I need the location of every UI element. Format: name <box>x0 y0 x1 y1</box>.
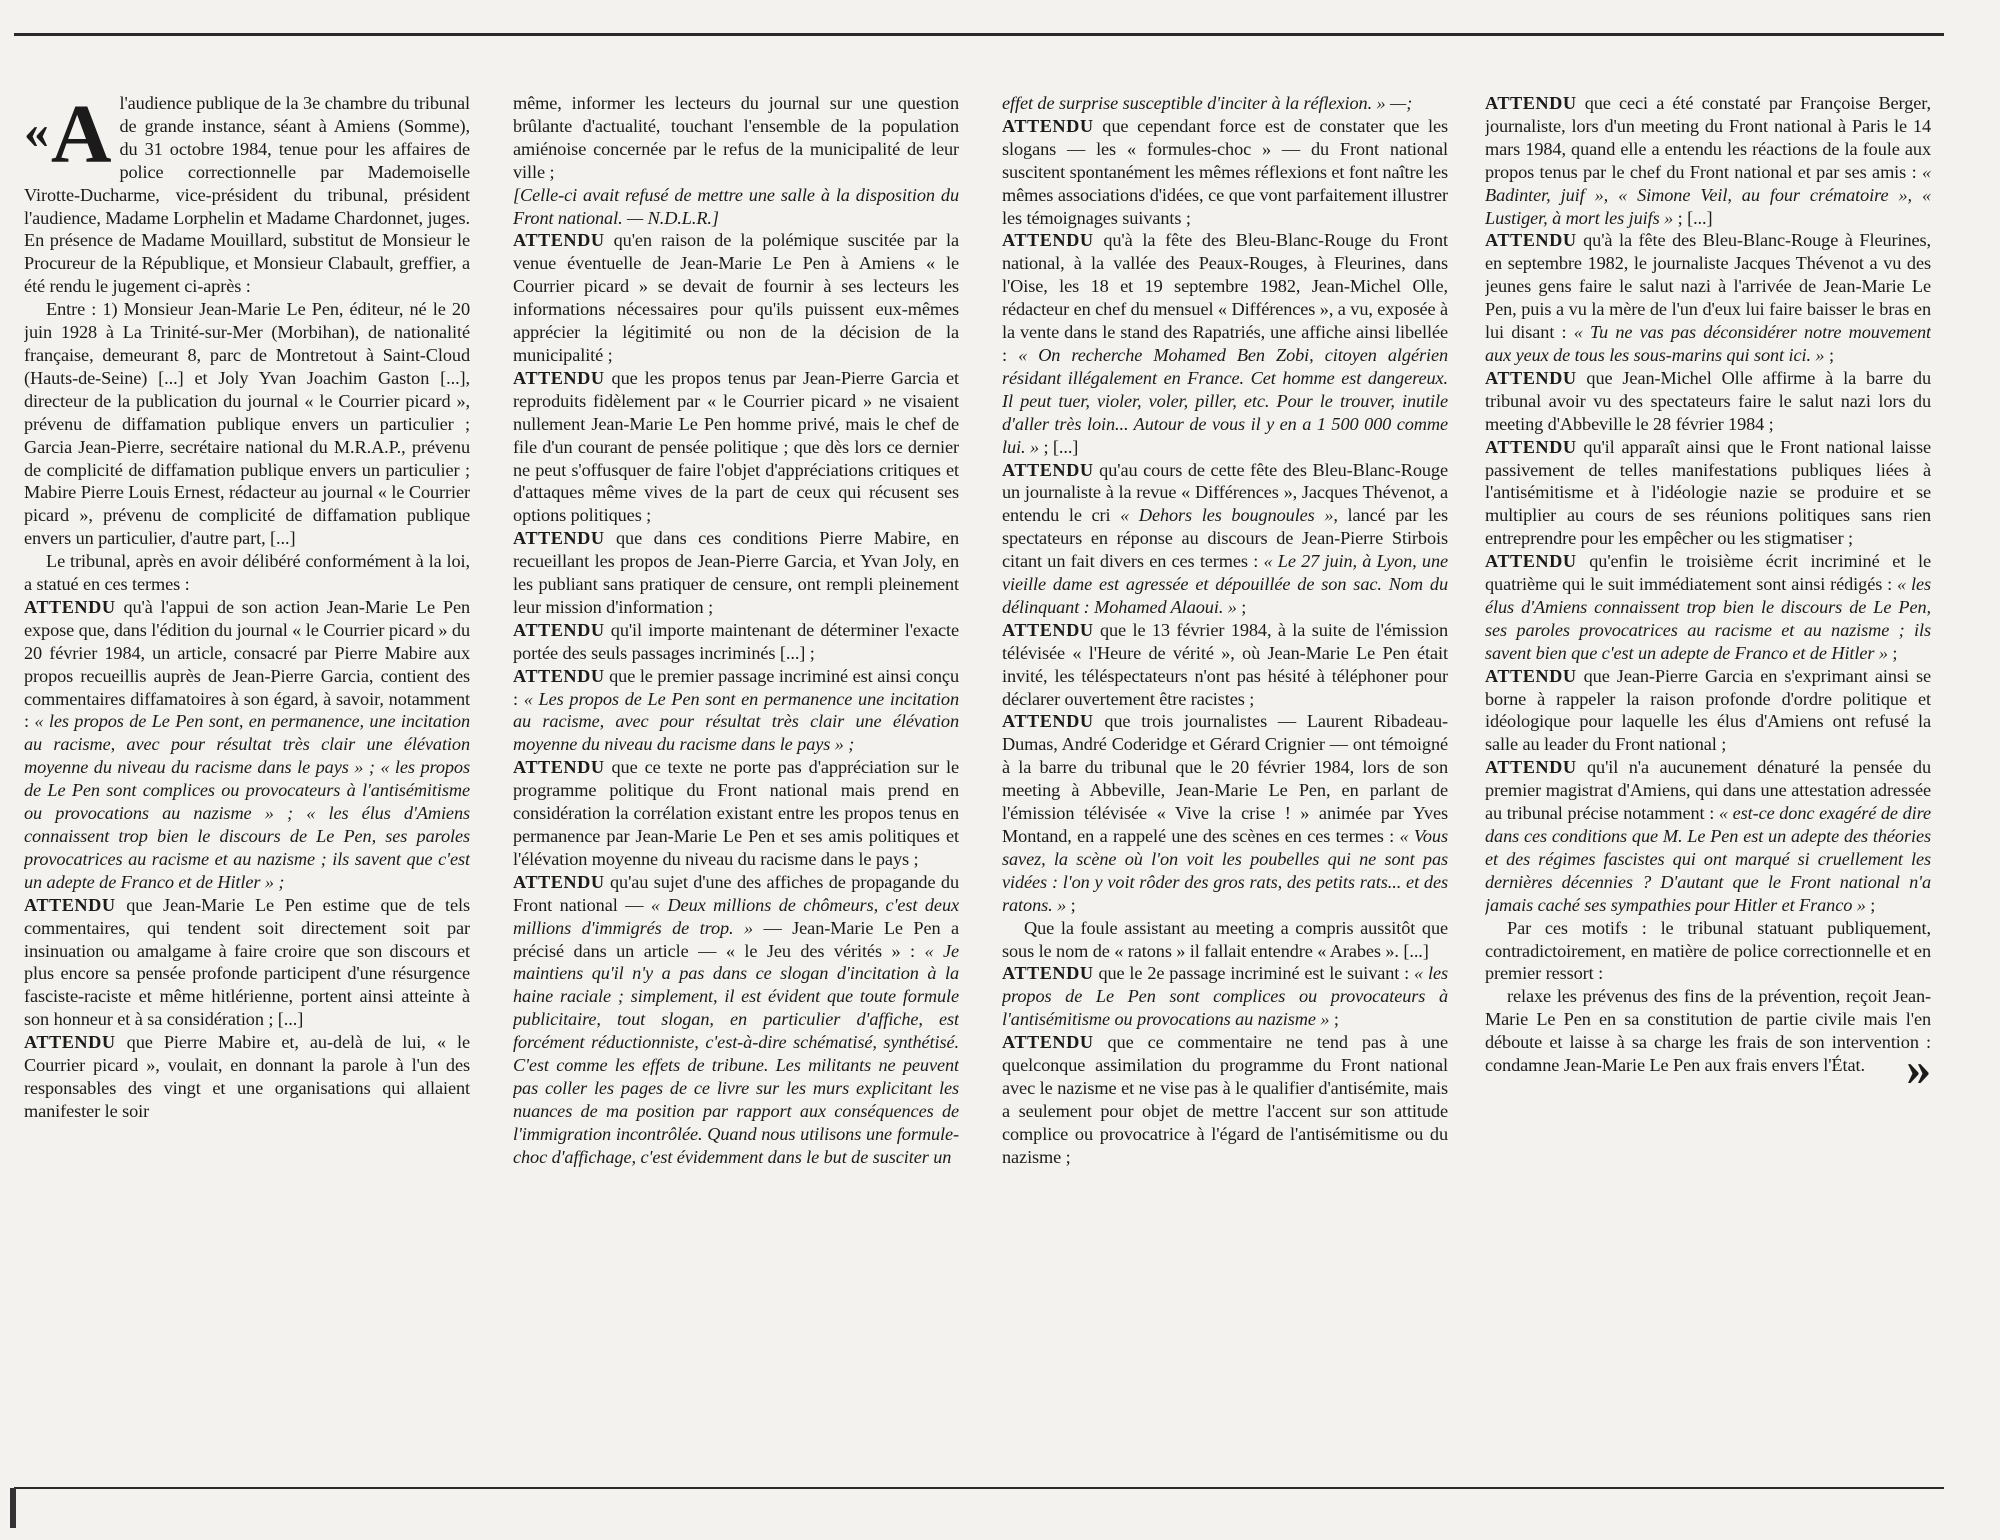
attendu-paragraph-5: ATTENDU que les propos tenus par Jean-Pierre Garcia et reproduits fidèlement par « le Courrier picard » ne visaient nullement Jean-Marie Le Pen homme privé, mais le chef de file d'un courant de pensée politique ; que dès lors ce dernier ne peut s'offusquer de faire l'objet d'appréciations critiques et d'attaques même vives de la part de ceux qui récusent ses options politiques ; <box>513 367 959 526</box>
attendu-paragraph-18: ATTENDU que ceci a été constaté par Françoise Berger, journaliste, lors d'un meeting du Front national à Paris le 14 mars 1984, quand elle a entendu les réactions de la foule aux propos tenus par le chef du Front national et par ses amis : « Badinter, juif », « Simone Veil, au four crématoire », « Lustiger, à mort les juifs » ; [...] <box>1485 93 1931 228</box>
tribunal-paragraph: Le tribunal, après en avoir délibéré conformément à la loi, a statué en ces termes : <box>24 551 470 595</box>
attendu-paragraph-17: ATTENDU que ce commentaire ne tend pas à une quelconque assimilation du programme du Front national avec le nazisme et ne vise pas à le qualifier d'antisémite, mais a seulement pour objet de mettre l'accent sur son attitude complice ou provocatrice à l'égard de l'antisémitisme ou du nazisme ; <box>1002 1032 1448 1167</box>
attendu-paragraph-4: ATTENDU qu'en raison de la polémique suscitée par la venue éventuelle de Jean-Marie Le Pen à Amiens « le Courrier picard » se devait de fournir à ses lecteurs les informations nécessaires pour qu'ils puissent eux-mêmes apprécier la légitimité ou non de la décision de la municipalité ; <box>513 230 959 365</box>
attendu-paragraph-11: ATTENDU que cependant force est de constater que les slogans — les « formules-choc » — du Front national suscitent spontanément les mêmes réflexions et font naître les mêmes associations d'idées, ce que vont parfaitement illustrer les témoignages suivants ; <box>1002 115 1448 228</box>
continued-paragraph: même, informer les lecteurs du journal sur une question brûlante d'actualité, touchant l'ensemble de la population amiénoise concernée par le refus de la municipalité de leur ville ; <box>513 93 959 182</box>
attendu-paragraph-2: ATTENDU que Jean-Marie Le Pen estime que de tels commentaires, qui tendent soit directement soit par insinuation ou amalgame à faire croire que son discours et plus encore sa pensée profonde participent d'une résurgence fasciste-raciste et même hitlérienne, portent ainsi atteinte à son honneur et à sa considération ; [...] <box>24 894 470 1030</box>
top-rule <box>14 33 1944 36</box>
attendu-paragraph-15: ATTENDU que trois journalistes — Laurent Ribadeau-Dumas, André Coderidge et Gérard Crignier — ont témoigné à la barre du tribunal que le 20 février 1984, lors de son meeting à Abbeville, Jean-Marie Le Pen, en parlant de l'émission télévisée « Vive la crise ! » animée par Yves Montand, en a rappelé une des scènes en ces termes : « Vous savez, la scène où l'on voit les poubelles qui ne sont pas vidées : l'on y voit rôder des gros rats, des petits rats... et des ratons. » ; <box>1002 711 1448 915</box>
attendu-paragraph-10: ATTENDU qu'au sujet d'une des affiches de propagande du Front national — « Deux millions de chômeurs, c'est deux millions d'immigrés de trop. » — Jean-Marie Le Pen a précisé dans un article — « le Jeu des vérités » : « Je maintiens qu'il n'y a pas dans ce slogan d'incitation à la haine raciale ; simplement, il est évident que toute formule publicitaire, tout slogan, en particulier d'affiche, est forcément réductionniste, c'est-à-dire schématisé, synthétisé. C'est comme les effets de tribune. Les militants ne peuvent pas coller les pages de ce livre sur les murs explicitant les nuances de ma position par rapport aux conséquences de l'immigration incontrôlée. Quand nous utilisons une formule-choc d'affichage, c'est évidemment dans le but de susciter un <box>513 871 959 1167</box>
attendu-paragraph-19: ATTENDU qu'à la fête des Bleu-Blanc-Rouge à Fleurines, en septembre 1982, le journaliste Jacques Thévenot a vu des jeunes gens faire le salut nazi à l'arrivée de Jean-Marie Le Pen, puis a vu la mère de l'un d'eux lui faire baisser le bras en lui disant : « Tu ne vas pas déconsidérer notre mouvement aux yeux de tous les sous-marins qui sont ici. » ; <box>1485 230 1931 365</box>
page-edge-mark <box>10 1488 16 1528</box>
crowd-paragraph: Que la foule assistant au meeting a compris aussitôt que sous le nom de « ratons » il fallait entendre « Arabes ». [...] <box>1002 917 1448 961</box>
attendu-paragraph-7: ATTENDU qu'il importe maintenant de déterminer l'exacte portée des seuls passages incriminés [...] ; <box>513 619 959 663</box>
attendu-paragraph-6: ATTENDU que dans ces conditions Pierre Mabire, en recueillant les propos de Jean-Pierre Garcia, et Yvan Joly, en les publiant sans pratiquer de censure, ont rempli pleinement leur mission d'information ; <box>513 528 959 617</box>
column-4 <box>1485 92 1931 1477</box>
intro-paragraph: «A l'audience publique de la 3e chambre du tribunal de grande instance, séant à Amiens (Somme), du 31 octobre 1984, tenue pour les affaires de police correctionnelle par Mademoiselle Virotte-Ducharme, vice-président du tribunal, président l'audience, Madame Lorphelin et Madame Chardonnet, juges. En présence de Madame Mouillard, substitut de Monsieur le Procureur de la République, et Monsieur Clabault, greffier, a été rendu le jugement ci-après : <box>24 92 470 297</box>
attendu-paragraph-12: ATTENDU qu'à la fête des Bleu-Blanc-Rouge du Front national, à la vallée des Peaux-Rouges, à Fleurines, dans l'Oise, les 18 et 19 septembre 1982, Jean-Michel Olle, rédacteur en chef du mensuel « Différences », a vu, exposée à la vente dans le stand des Rapatriés, une affiche ainsi libellée : « On recherche Mohamed Ben Zobi, citoyen algérien résidant illégalement en France. Cet homme est dangereux. Il peut tuer, violer, voler, piller, etc. Pour le trouver, inutile d'aller très loin... Autour de vous il y en a 1 500 000 comme lui. » ; [...] <box>1002 230 1448 457</box>
verdict-paragraph: relaxe les prévenus des fins de la prévention, reçoit Jean-Marie Le Pen en sa constitution de partie civile mais l'en déboute et laisse à sa charge les frais de son intervention : condamne Jean-Marie Le Pen aux frais envers l'État. » <box>1485 986 1931 1097</box>
attendu-paragraph-16: ATTENDU que le 2e passage incriminé est le suivant : « les propos de Le Pen sont complices ou provocateurs à l'antisémitisme ou provocations au nazisme » ; <box>1002 963 1448 1030</box>
attendu-paragraph-14: ATTENDU que le 13 février 1984, à la suite de l'émission télévisée « l'Heure de vérité », où Jean-Marie Le Pen était invité, les téléspectateurs n'ont pas hésité à téléphoner pour déclarer ouvertement être racistes ; <box>1002 619 1448 709</box>
attendu-paragraph-24: ATTENDU qu'il n'a aucunement dénaturé la pensée du premier magistrat d'Amiens, qui dans une attestation adressée au tribunal précise notamment : « est-ce donc exagéré de dire dans ces conditions que M. Le Pen est un adepte des théories et des régimes fascistes qui ont marqué si cruellement les dernières décennies ? D'autant que le Front national n'a jamais caché ses sympathies pour Hitler et Franco » ; <box>1485 757 1931 915</box>
parties-paragraph: Entre : 1) Monsieur Jean-Marie Le Pen, éditeur, né le 20 juin 1928 à La Trinité-sur-Mer (Morbihan), de nationalité française, demeurant 8, parc de Montretout à Saint-Cloud (Hauts-de-Seine) [...] et Joly Yvan Joachim Gaston [...], directeur de la publication du journal « le Courrier picard », prévenu de diffamation publique envers un particulier ; Garcia Jean-Pierre, secrétaire national du M.R.A.P., prévenu de complicité de diffamation publique envers un particulier ; Mabire Pierre Louis Ernest, rédacteur au journal « le Courrier picard », prévenu de complicité de diffamation publique envers un particulier, d'autre part, [...] <box>24 299 470 549</box>
bottom-rule <box>14 1487 1944 1489</box>
attendu-paragraph-3: ATTENDU que Pierre Mabire et, au-delà de lui, « le Courrier picard », voulait, en donnant la parole à l'un des responsables des vingt et une organisations qui allaient manifester le soir <box>24 1032 470 1121</box>
attendu-paragraph-1: ATTENDU qu'à l'appui de son action Jean-Marie Le Pen expose que, dans l'édition du journal « le Courrier picard » du 20 février 1984, un article, consacré par Pierre Mabire aux propos recueillis auprès de Jean-Pierre Garcia, contient des commentaires diffamatoires à son égard, à savoir, notamment : « les propos de Le Pen sont, en permanence, une incitation au racisme, avec pour résultat très clair une élévation moyenne du niveau du racisme dans le pays » ; « les propos de Le Pen sont complices ou provocateurs à l'antisémitisme ou provocations au nazisme » ; « les élus d'Amiens connaissent trop bien le discours de Le Pen, ses paroles provocatrices au racisme et au nazisme ; ils savent que c'est un adepte de Franco et de Hitler » ; <box>24 596 470 892</box>
attendu-paragraph-23: ATTENDU que Jean-Pierre Garcia en s'exprimant ainsi se borne à rappeler la raison profonde d'ordre politique et idéologique pour laquelle les élus d'Amiens ont refusé la salle au leader du Front national ; <box>1485 665 1931 755</box>
column-1 <box>24 92 470 1477</box>
attendu-paragraph-13: ATTENDU qu'au cours de cette fête des Bleu-Blanc-Rouge un journaliste à la revue « Différences », Jacques Thévenot, a entendu le cri « Dehors les bougnoules », lancé par les spectateurs en réponse au discours de Jean-Pierre Stirbois citant un fait divers en ces termes : « Le 27 juin, à Lyon, une vieille dame est agressée et dépouillée de son sac. Nom du délinquant : Mohamed Alaoui. » ; <box>1002 459 1448 617</box>
attendu-paragraph-22: ATTENDU qu'enfin le troisième écrit incriminé et le quatrième qui le suit immédiatement sont ainsi rédigés : « les élus d'Amiens connaissent trop bien le discours de Le Pen, ses paroles provocatrices au racisme et au nazisme ; ils savent bien que c'est un adepte de Franco et de Hitler » ; <box>1485 551 1931 663</box>
attendu-paragraph-21: ATTENDU qu'il apparaît ainsi que le Front national laisse passivement de telles manifestations publiques liées à l'antisémitisme et à l'idéologie nazie se produire et se multiplier au cours de ses réunions politiques sans rien entreprendre pour les empêcher ou les stigmatiser ; <box>1485 436 1931 549</box>
attendu-paragraph-8: ATTENDU que le premier passage incriminé est ainsi conçu : « Les propos de Le Pen sont en permanence une incitation au racisme, avec pour résultat très clair une élévation moyenne du niveau du racisme dans le pays » ; <box>513 665 959 755</box>
column-2 <box>513 92 959 1477</box>
attendu-paragraph-9: ATTENDU que ce texte ne porte pas d'appréciation sur le programme politique du Front national mais prend en considération la corrélation existant entre les propos tenus en permanence par Jean-Marie Le Pen et ses amis politiques et l'élévation moyenne du niveau du racisme dans le pays ; <box>513 757 959 869</box>
closing-quote-mark: » <box>1906 1040 1931 1097</box>
continued-quote: effet de surprise susceptible d'inciter à la réflexion. » —; <box>1002 93 1413 113</box>
drop-cap: «A <box>24 92 112 181</box>
editor-note: [Celle-ci avait refusé de mettre une salle à la disposition du Front national. — N.D.L.R.] <box>513 184 959 228</box>
attendu-paragraph-20: ATTENDU que Jean-Michel Olle affirme à la barre du tribunal avoir vu des spectateurs faire le salut nazi lors du meeting d'Abbeville le 28 février 1984 ; <box>1485 367 1931 434</box>
motifs-paragraph: Par ces motifs : le tribunal statuant publiquement, contradictoirement, en matière de police correctionnelle et en premier ressort : <box>1485 917 1931 984</box>
column-3 <box>1002 92 1448 1477</box>
